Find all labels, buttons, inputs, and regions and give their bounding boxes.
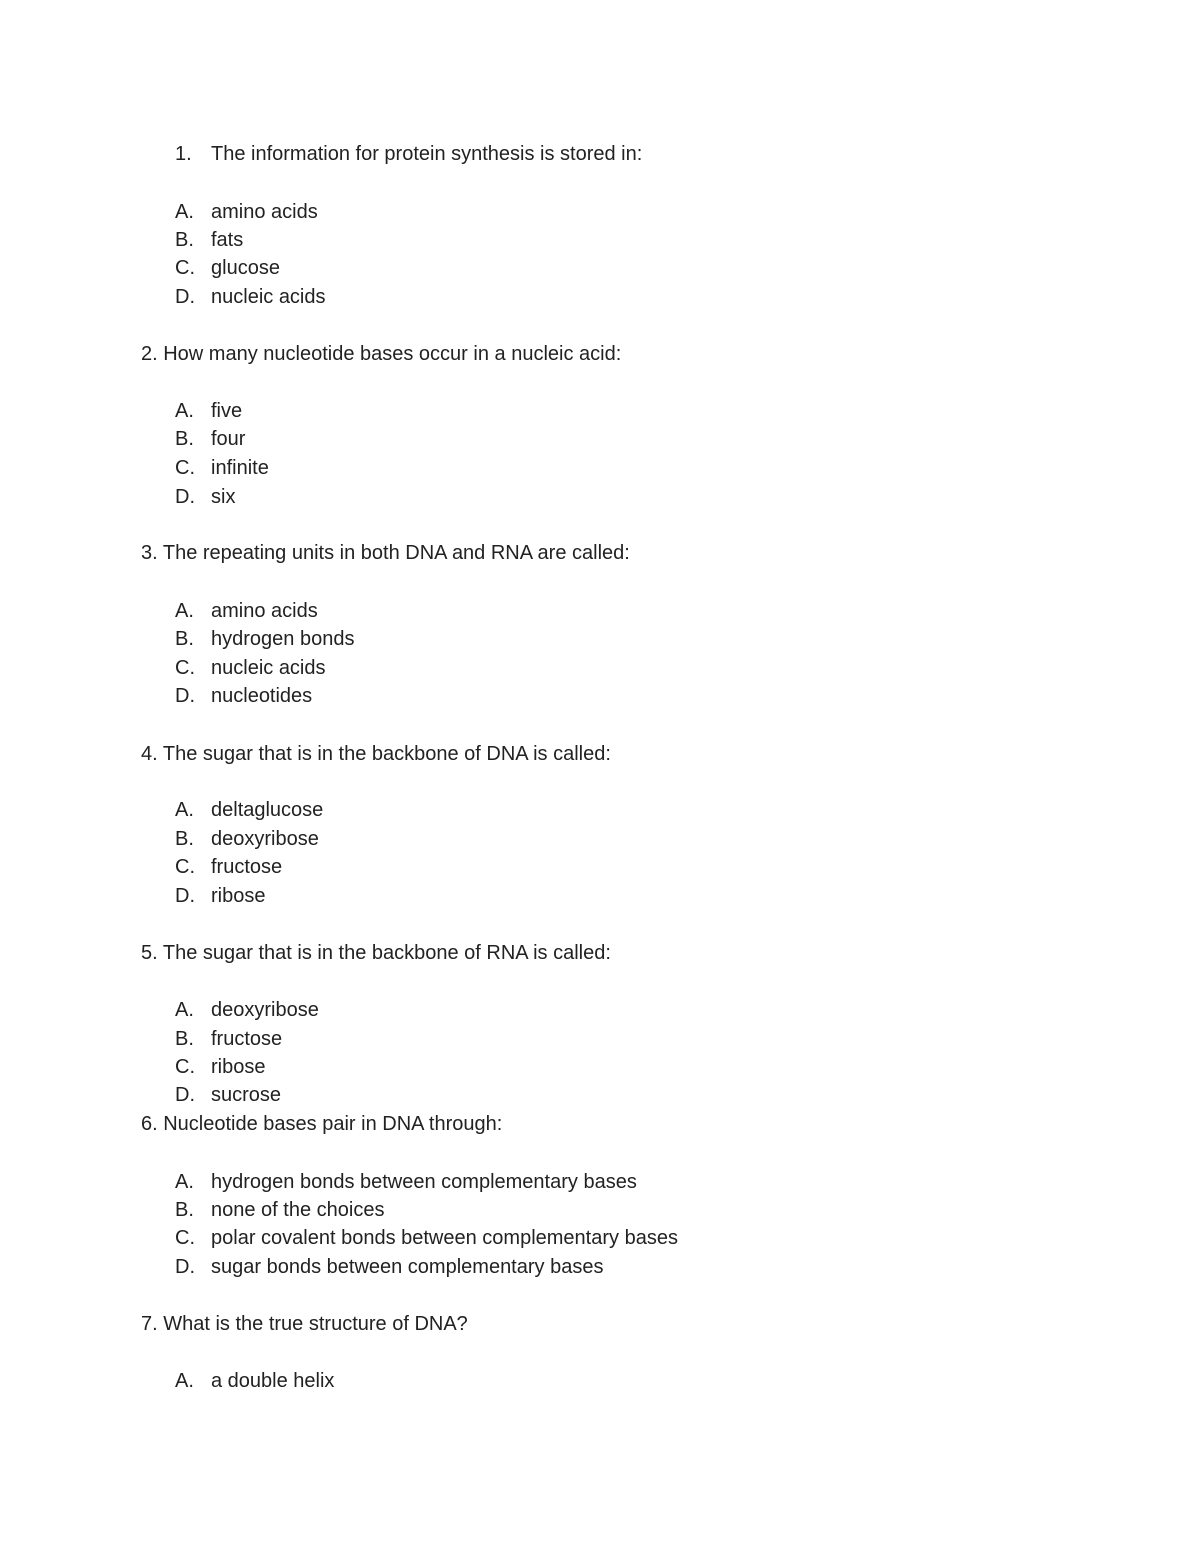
option-text: hydrogen bonds bbox=[211, 628, 355, 650]
option-text: nucleotides bbox=[211, 685, 313, 707]
option-letter: C. bbox=[175, 1056, 195, 1078]
option-letter: D. bbox=[175, 885, 195, 907]
option-text: nucleic acids bbox=[211, 286, 326, 308]
option-text: fructose bbox=[211, 856, 283, 878]
option-text: fats bbox=[211, 229, 244, 251]
option-text: deoxyribose bbox=[211, 999, 319, 1021]
option-text: deoxyribose bbox=[211, 828, 319, 850]
option-text: six bbox=[211, 486, 236, 508]
option-letter: B. bbox=[175, 1199, 194, 1221]
option-letter: B. bbox=[175, 1028, 194, 1050]
option-text: four bbox=[211, 428, 246, 450]
question-text: 7. What is the true structure of DNA? bbox=[141, 1313, 468, 1335]
option-text: amino acids bbox=[211, 201, 318, 223]
option-letter: B. bbox=[175, 229, 194, 251]
option-letter: A. bbox=[175, 600, 194, 622]
option-letter: D. bbox=[175, 1084, 195, 1106]
option-letter: B. bbox=[175, 428, 194, 450]
option-text: ribose bbox=[211, 885, 266, 907]
option-letter: D. bbox=[175, 286, 195, 308]
question-text: 2. How many nucleotide bases occur in a nucleic acid: bbox=[141, 343, 622, 365]
question-text: 4. The sugar that is in the backbone of DNA is called: bbox=[141, 743, 611, 765]
option-letter: B. bbox=[175, 828, 194, 850]
option-letter: C. bbox=[175, 856, 195, 878]
question-text: 5. The sugar that is in the backbone of RNA is called: bbox=[141, 942, 611, 964]
option-letter: A. bbox=[175, 400, 194, 422]
option-letter: C. bbox=[175, 457, 195, 479]
option-text: a double helix bbox=[211, 1370, 335, 1392]
option-text: hydrogen bonds between complementary bases bbox=[211, 1171, 637, 1193]
option-text: five bbox=[211, 400, 243, 422]
option-text: glucose bbox=[211, 257, 280, 279]
option-text: fructose bbox=[211, 1028, 283, 1050]
option-letter: A. bbox=[175, 999, 194, 1021]
option-text: sugar bonds between complementary bases bbox=[211, 1256, 604, 1278]
option-text: sucrose bbox=[211, 1084, 282, 1106]
option-letter: C. bbox=[175, 1227, 195, 1249]
option-text: ribose bbox=[211, 1056, 266, 1078]
option-letter: D. bbox=[175, 486, 195, 508]
question-number: 1. bbox=[175, 143, 192, 165]
option-text: infinite bbox=[211, 457, 269, 479]
option-text: deltaglucose bbox=[211, 799, 324, 821]
option-letter: A. bbox=[175, 1171, 194, 1193]
option-text: none of the choices bbox=[211, 1199, 385, 1221]
option-letter: A. bbox=[175, 201, 194, 223]
question-text: The information for protein synthesis is stored in: bbox=[211, 143, 643, 165]
option-text: polar covalent bonds between complementary bases bbox=[211, 1227, 678, 1249]
option-text: nucleic acids bbox=[211, 657, 326, 679]
option-letter: C. bbox=[175, 257, 195, 279]
option-letter: C. bbox=[175, 657, 195, 679]
question-text: 3. The repeating units in both DNA and RNA are called: bbox=[141, 542, 630, 564]
option-letter: A. bbox=[175, 799, 194, 821]
option-letter: B. bbox=[175, 628, 194, 650]
option-letter: D. bbox=[175, 1256, 195, 1278]
option-letter: D. bbox=[175, 685, 195, 707]
option-letter: A. bbox=[175, 1370, 194, 1392]
option-text: amino acids bbox=[211, 600, 318, 622]
question-text: 6. Nucleotide bases pair in DNA through: bbox=[141, 1113, 503, 1135]
